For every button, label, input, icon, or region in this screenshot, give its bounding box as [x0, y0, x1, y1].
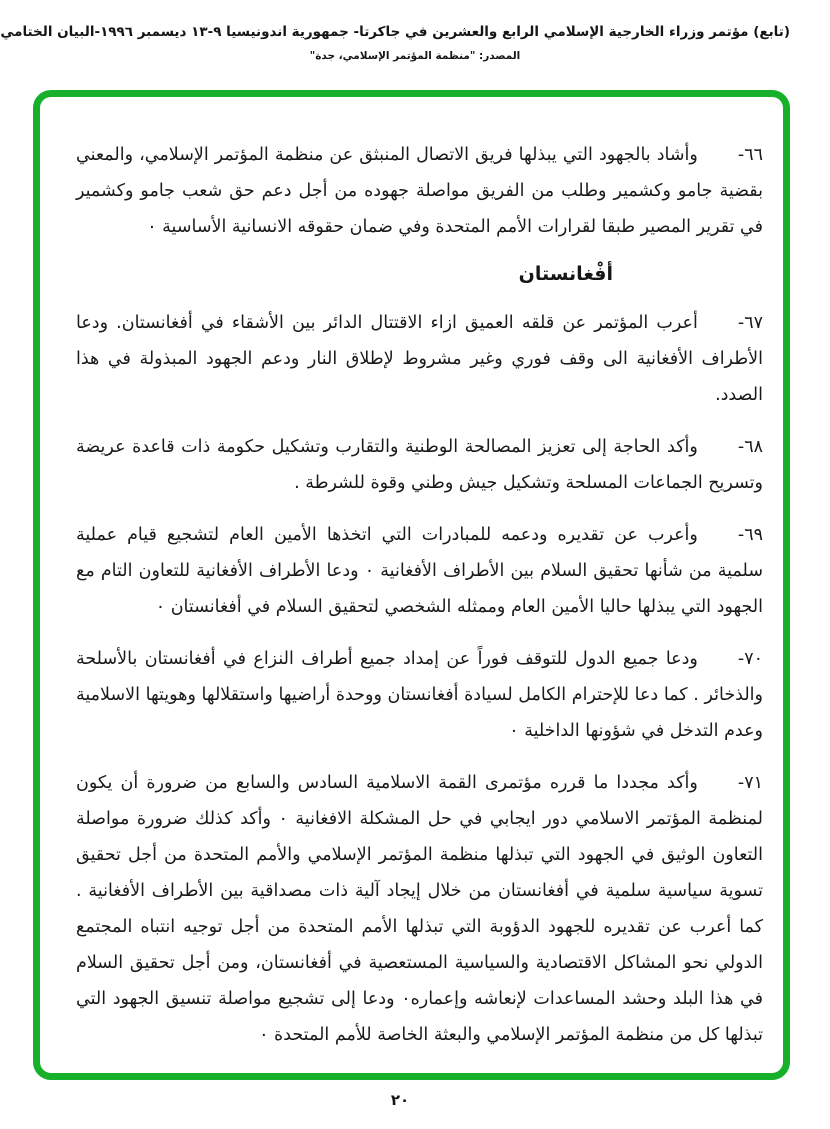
paragraph-67-number: ٦٧-: [737, 313, 763, 333]
paragraph-69-text: وأعرب عن تقديره ودعمه للمبادرات التي اتخذها الأمين العام لتشجيع قيام عملية سلمية من شأنها تحقيق السلام بين الأطراف الأفغانية ٠ ودعا الأطراف الأفغانية للتعاون التام مع الجهود التي يبذلها حاليا الأمين العام وممثله الشخصي لتحقيق السلام في أفغانستان ٠: [76, 525, 763, 617]
paragraph-67: [76, 305, 763, 413]
header-title: (تابع) مؤتمر وزراء الخارجية الإسلامي الرابع والعشرين في جاكرتا- جمهورية اندونيسيا ٩-١٣ ديسمبر ١٩٩٦-البيان الختامي: [0, 24, 790, 40]
section-heading-afghanistan: أفْغانستان: [518, 263, 613, 285]
paragraph-67-text: أعرب المؤتمر عن قلقه العميق ازاء الاقتتال الدائر بين الأشقاء في أفغانستان. ودعا الأطراف الأفغانية الى وقف فوري وغير مشروط لإطلاق النار ودعم الجهود المبذولة في هذا الصدد.: [76, 313, 763, 405]
paragraph-66-text: وأشاد بالجهود التي يبذلها فريق الاتصال المنبثق عن منظمة المؤتمر الإسلامي، والمعني بقضية جامو وكشمير وطلب من الفريق مواصلة جهوده من أجل دعم حق شعب جامو وكشمير في تقرير المصير طبقا لقرارات الأمم المتحدة وفي ضمان حقوقه الانسانية الأساسية ٠: [76, 145, 763, 237]
header-source: المصدر: "منظمة المؤتمر الإسلامي، جدة": [309, 50, 521, 62]
paragraph-69: [76, 517, 763, 625]
paragraph-71: [76, 765, 763, 1053]
paragraph-66: [76, 137, 763, 245]
paragraph-68-text: وأكد الحاجة إلى تعزيز المصالحة الوطنية والتقارب وتشكيل حكومة ذات قاعدة عريضة وتسريح الجماعات المسلحة وتشكيل جيش وطني وقوة للشرطة .: [76, 437, 763, 493]
paragraph-70-text: ودعا جميع الدول للتوقف فوراً عن إمداد جميع أطراف النزاع في أفغانستان بالأسلحة والذخائر . كما دعا للإحترام الكامل لسيادة أفغانستان ووحدة أراضيها واستقلالها وهويتها الاسلامية وعدم التدخل في شؤونها الداخلية ٠: [76, 649, 763, 741]
paragraph-70-number: ٧٠-: [737, 649, 763, 669]
paragraph-68: [76, 429, 763, 501]
paragraph-71-number: ٧١-: [737, 773, 763, 793]
paragraph-69-number: ٦٩-: [737, 525, 763, 545]
paragraph-68-number: ٦٨-: [737, 437, 763, 457]
page-number: ٢٠: [390, 1091, 410, 1109]
paragraph-66-number: ٦٦-: [737, 145, 763, 165]
paragraph-71-text: وأكد مجددا ما قرره مؤتمرى القمة الاسلامية السادس والسابع من ضرورة أن يكون لمنظمة المؤتمر الاسلامي دور ايجابي في حل المشكلة الافغانية ٠ وأكد كذلك ضرورة مواصلة التعاون الوثيق في الجهود التي تبذلها منظمة المؤتمر الإسلامي والأمم المتحدة من أجل تحقيق تسوية سياسية سلمية في أفغانستان من خلال إيجاد آلية ذات مصداقية بين الأطراف الأفغانية . كما أعرب عن تقديره للجهود الدؤوبة التي تبذلها الأمم المتحدة من أجل توجيه انتباه المجتمع الدولي نحو المشاكل الاقتصادية والسياسية المستعصية في أفغانستان، ومن أجل تحقيق السلام في هذا البلد وحشد المساعدات لإنعاشه وإعماره٠ ودعا إلى تشجيع مواصلة تنسيق الجهود التي تبذلها كل من منظمة المؤتمر الإسلامي والبعثة الخاصة للأمم المتحدة ٠: [76, 773, 764, 1045]
paragraph-70: [76, 641, 763, 749]
document-header: [0, 24, 790, 62]
green-border-frame: [33, 90, 790, 1080]
